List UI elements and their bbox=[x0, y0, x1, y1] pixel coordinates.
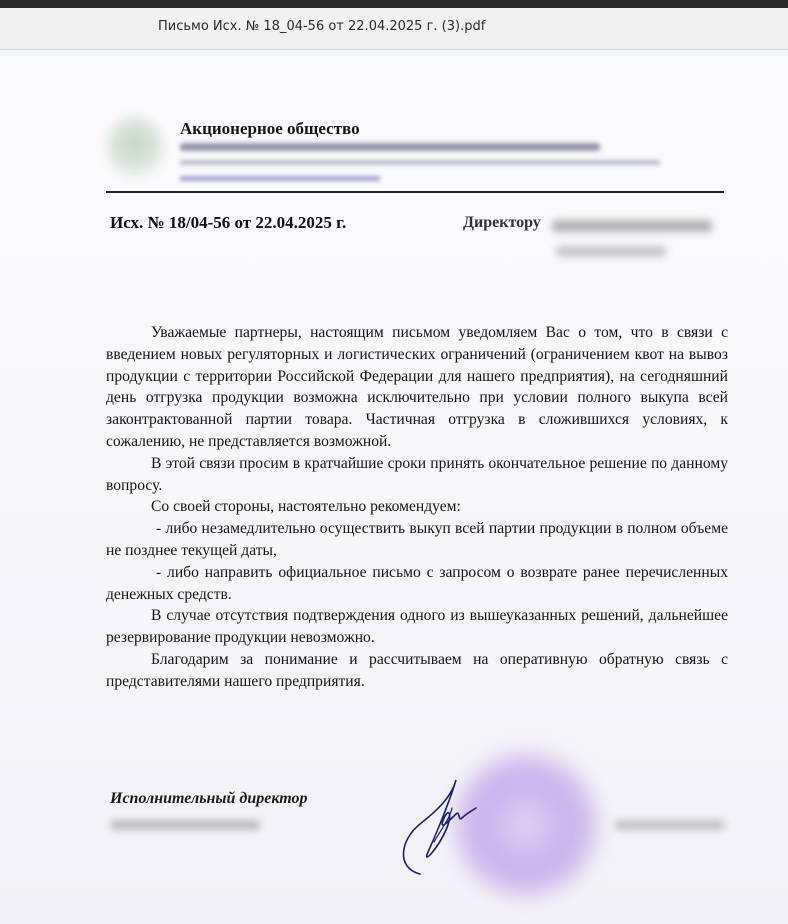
organization-name: Акционерное общество bbox=[180, 119, 360, 138]
outgoing-reference: Исх. № 18/04-56 от 22.04.2025 г. bbox=[110, 213, 347, 232]
organization-address-redacted bbox=[180, 160, 660, 165]
addressee-label: Директору bbox=[463, 214, 541, 231]
paragraph: Благодарим за понимание и рассчитываем на оперативную обратную связь с представителями нашего предприятия. bbox=[106, 650, 728, 690]
pdf-page bbox=[0, 56, 788, 924]
company-logo bbox=[106, 116, 164, 178]
letter-body bbox=[106, 322, 728, 693]
paragraph-option: - либо направить официальное письмо с запросом о возврате ранее перечисленных денежных средств. bbox=[106, 563, 728, 603]
document-file-name: Письмо Исх. № 18_04-56 от 22.04.2025 г. (3).pdf bbox=[158, 19, 486, 34]
paragraph: Со своей стороны, настоятельно рекомендуем: bbox=[151, 498, 461, 516]
paragraph: В этой связи просим в кратчайшие сроки принять окончательное решение по данному вопросу. bbox=[106, 454, 728, 494]
paragraph-option: - либо незамедлительно осуществить выкуп всей партии продукции в полном объеме не позднее текущей даты, bbox=[106, 520, 728, 559]
pdf-viewer-area[interactable] bbox=[0, 50, 788, 924]
organization-contacts-redacted bbox=[180, 176, 380, 181]
organization-full-name-redacted bbox=[180, 143, 600, 151]
paragraph: В случае отсутствия подтверждения одного из вышеуказанных решений, дальнейшее резервирование продукции невозможно. bbox=[106, 607, 728, 647]
letterhead-divider bbox=[106, 191, 724, 193]
signer-name-redacted bbox=[110, 820, 260, 830]
document-title-bar bbox=[0, 8, 788, 50]
window-top-border bbox=[0, 0, 788, 8]
signer-title: Исполнительный директор bbox=[110, 790, 308, 807]
addressee-company-redacted bbox=[556, 246, 666, 257]
paragraph: Уважаемые партнеры, настоящим письмом уведомляем Вас о том, что в связи с введением новых регуляторных и логистических ограничений (ограничением квот на вывоз продукции с территории Российской Федерации для нашего предприятия), на сегодняшний день отгрузка продукции возможна исключительно при условии полного выкупа всей законтрактованной партии товара. Частичная отгрузка в сложившихся условиях, к сожалению, не представляется возможной. bbox=[106, 324, 728, 450]
signer-initials-redacted bbox=[615, 820, 725, 830]
addressee-name-redacted bbox=[552, 220, 712, 232]
handwritten-signature bbox=[390, 778, 500, 876]
